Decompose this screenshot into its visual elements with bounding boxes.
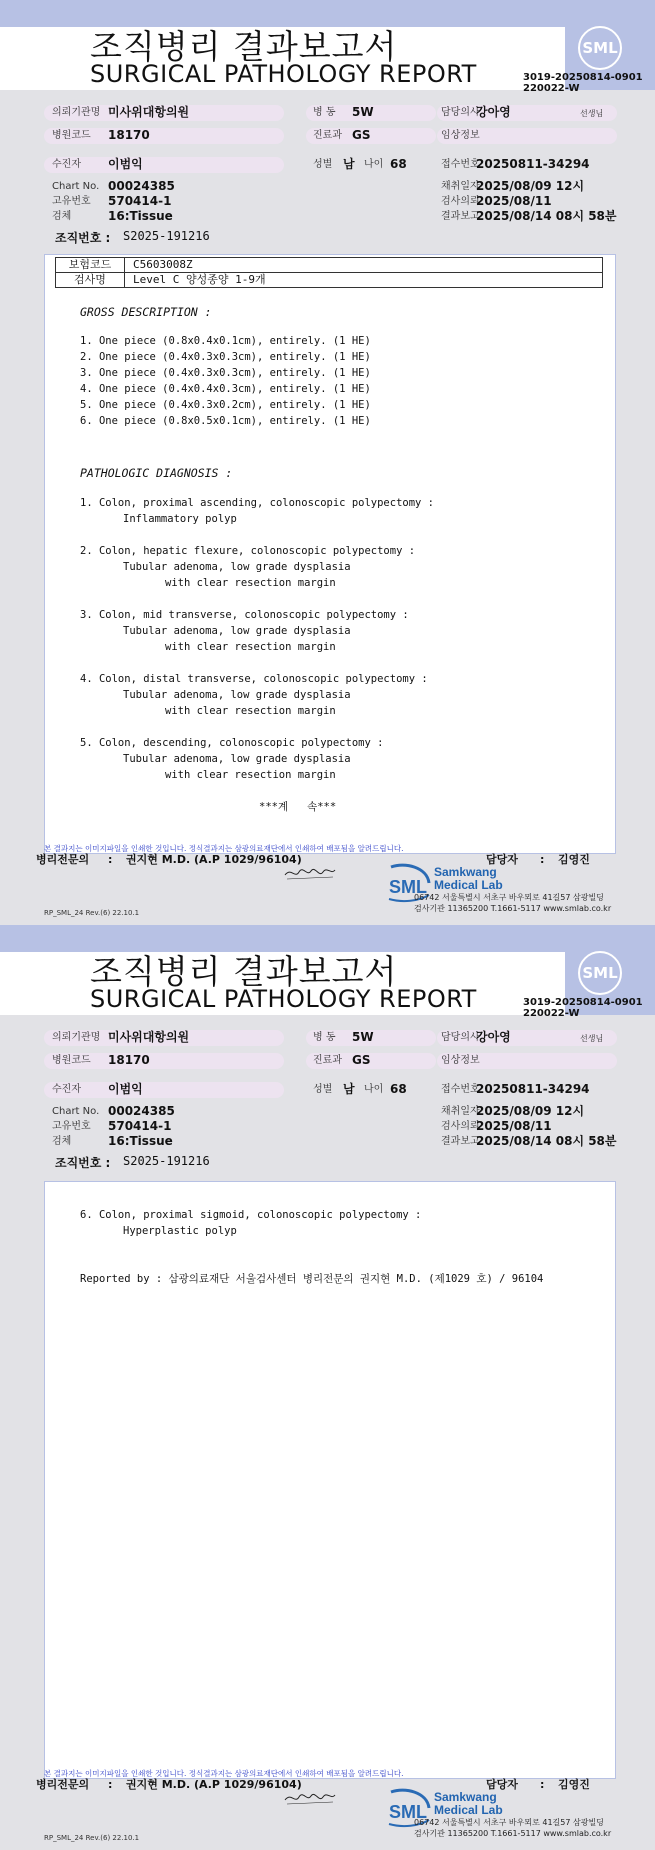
- revision-code: RP_SML_24 Rev.(6) 22.10.1: [44, 909, 140, 917]
- diagnosis-title: 1. Colon, proximal ascending, colonoscopic polypectomy :: [80, 497, 435, 509]
- tissue-number-label: 조직번호 :: [55, 231, 111, 245]
- diagnosis-title: 5. Colon, descending, colonoscopic polypectomy :: [80, 737, 384, 749]
- insurance-code-value: C5603008Z: [125, 258, 603, 273]
- dept-value: GS: [352, 128, 371, 142]
- gross-item: 1. One piece (0.8x0.4x0.1cm), entirely. (1 HE): [80, 335, 371, 347]
- receipt-value: 20250811-34294: [476, 1082, 590, 1096]
- code-table: [55, 257, 603, 288]
- gross-item: 2. One piece (0.4x0.3x0.3cm), entirely. (1 HE): [80, 351, 371, 363]
- doctor-suffix: 선생님: [580, 109, 604, 118]
- requested-value: 2025/08/11: [476, 1119, 552, 1133]
- signature-icon: [283, 863, 337, 883]
- hospital-label: 의뢰기관명: [52, 107, 101, 118]
- age-label: 나이: [364, 159, 384, 170]
- svg-text:SML: SML: [389, 877, 427, 897]
- document-id: 3019-20250814-0901 220022-W: [523, 997, 643, 1019]
- colon-sep: :: [108, 853, 113, 866]
- gross-item: 5. One piece (0.4x0.3x0.2cm), entirely. (1 HE): [80, 399, 371, 411]
- colon-sep: :: [108, 1778, 113, 1791]
- reported-label: 결과보고: [441, 211, 480, 222]
- lab-name: Samkwang Medical Lab: [434, 1790, 503, 1817]
- diagnosis-title: 4. Colon, distal transverse, colonoscopic polypectomy :: [80, 673, 428, 685]
- doctor-value: 강아영: [476, 105, 511, 119]
- collected-value: 2025/08/09 12시: [476, 179, 585, 193]
- diagnosis-margin: with clear resection margin: [165, 705, 336, 717]
- requested-label: 검사의뢰: [441, 1121, 480, 1132]
- doctor-label: 담당의사: [441, 1032, 480, 1043]
- test-name-value: Level C 양성종양 1-9개: [125, 273, 603, 288]
- svg-text:SML: SML: [389, 1802, 427, 1822]
- receipt-label: 접수번호: [441, 159, 480, 170]
- dept-label: 진료과: [313, 1055, 342, 1066]
- chart-label: Chart No.: [52, 1106, 100, 1117]
- sex-value: 남: [343, 157, 355, 171]
- charge-value: 김영진: [558, 1778, 590, 1791]
- unique-label: 고유번호: [52, 1121, 91, 1132]
- diagnosis-heading: PATHOLOGIC DIAGNOSIS :: [80, 466, 233, 480]
- sex-label: 성별: [313, 159, 333, 170]
- charge-colon: :: [540, 1778, 545, 1791]
- hospital-value: 미사위대항의원: [108, 105, 190, 119]
- receipt-value: 20250811-34294: [476, 157, 590, 171]
- notice-text: 본 결과지는 이미지파일을 인쇄한 것입니다. 정식결과지는 삼광의료재단에서 인쇄하여 배포됨을 알려드립니다.: [44, 1769, 404, 1778]
- clinical-label: 임상정보: [441, 130, 480, 141]
- sml-logo-icon: SML: [578, 951, 622, 995]
- insurance-code-label: 보험코드: [56, 258, 125, 273]
- report-page-2: [0, 925, 655, 1850]
- pathologist-value: 권지현 M.D. (A.P 1029/96104): [126, 853, 302, 866]
- charge-value: 김영진: [558, 853, 590, 866]
- diagnosis-margin: with clear resection margin: [165, 641, 336, 653]
- charge-label: 담당자: [486, 853, 518, 866]
- diagnosis-margin: with clear resection margin: [165, 577, 336, 589]
- doctor-value: 강아영: [476, 1030, 511, 1044]
- chart-value: 00024385: [108, 179, 175, 193]
- sex-value: 남: [343, 1082, 355, 1096]
- receipt-label: 접수번호: [441, 1084, 480, 1095]
- age-label: 나이: [364, 1084, 384, 1095]
- pathologist-label: 병리전문의: [36, 1778, 90, 1791]
- title-english: SURGICAL PATHOLOGY REPORT: [90, 985, 477, 1013]
- tissue-number-value: S2025-191216: [123, 229, 210, 243]
- lab-address: 06742 서울특별시 서초구 바우뫼로 41길57 삼광빌딩 검사기관 11365200 T.1661-5117 www.smlab.co.kr: [414, 1818, 612, 1838]
- chart-label: Chart No.: [52, 181, 100, 192]
- ward-label: 병 동: [313, 1032, 336, 1043]
- ward-value: 5W: [352, 105, 374, 119]
- gross-item: 3. One piece (0.4x0.3x0.3cm), entirely. (1 HE): [80, 367, 371, 379]
- gross-item: 4. One piece (0.4x0.4x0.3cm), entirely. (1 HE): [80, 383, 371, 395]
- diagnosis-result: Hyperplastic polyp: [123, 1225, 237, 1237]
- doctor-suffix: 선생님: [580, 1034, 604, 1043]
- requested-label: 검사의뢰: [441, 196, 480, 207]
- reported-value: 2025/08/14 08시 58분: [476, 209, 617, 223]
- title-english: SURGICAL PATHOLOGY REPORT: [90, 60, 477, 88]
- code-label: 병원코드: [52, 130, 91, 141]
- diagnosis-title: 2. Colon, hepatic flexure, colonoscopic polypectomy :: [80, 545, 416, 557]
- specimen-value: 16:Tissue: [108, 1134, 173, 1148]
- charge-label: 담당자: [486, 1778, 518, 1791]
- diagnosis-result: Inflammatory polyp: [123, 513, 237, 525]
- patient-value: 이범익: [108, 157, 143, 171]
- ward-value: 5W: [352, 1030, 374, 1044]
- reported-value: 2025/08/14 08시 58분: [476, 1134, 617, 1148]
- reported-label: 결과보고: [441, 1136, 480, 1147]
- clinical-label: 임상정보: [441, 1055, 480, 1066]
- patient-value: 이범익: [108, 1082, 143, 1096]
- unique-value: 570414-1: [108, 194, 172, 208]
- dept-value: GS: [352, 1053, 371, 1067]
- requested-value: 2025/08/11: [476, 194, 552, 208]
- title-korean: 조직병리 결과보고서: [90, 27, 398, 66]
- collected-label: 채취일자: [441, 181, 480, 192]
- sml-logo-icon: SML: [578, 26, 622, 70]
- code-label: 병원코드: [52, 1055, 91, 1066]
- report-body: [44, 1181, 616, 1779]
- pathologist-label: 병리전문의: [36, 853, 90, 866]
- age-value: 68: [390, 157, 407, 171]
- chart-value: 00024385: [108, 1104, 175, 1118]
- diagnosis-result: Tubular adenoma, low grade dysplasia: [123, 689, 351, 701]
- code-value: 18170: [108, 128, 150, 142]
- code-value: 18170: [108, 1053, 150, 1067]
- gross-item: 6. One piece (0.8x0.5x0.1cm), entirely. (1 HE): [80, 415, 371, 427]
- doctor-label: 담당의사: [441, 107, 480, 118]
- specimen-label: 검체: [52, 1136, 72, 1147]
- document-id: 3019-20250814-0901 220022-W: [523, 72, 643, 94]
- diagnosis-result: Tubular adenoma, low grade dysplasia: [123, 561, 351, 573]
- specimen-value: 16:Tissue: [108, 209, 173, 223]
- signature-icon: [283, 1788, 337, 1808]
- notice-text: 본 결과지는 이미지파일을 인쇄한 것입니다. 정식결과지는 삼광의료재단에서 인쇄하여 배포됨을 알려드립니다.: [44, 844, 404, 853]
- sex-label: 성별: [313, 1084, 333, 1095]
- unique-value: 570414-1: [108, 1119, 172, 1133]
- patient-label: 수진자: [52, 1084, 81, 1095]
- hospital-value: 미사위대항의원: [108, 1030, 190, 1044]
- lab-name: Samkwang Medical Lab: [434, 865, 503, 892]
- diagnosis-title: 3. Colon, mid transverse, colonoscopic polypectomy :: [80, 609, 409, 621]
- revision-code: RP_SML_24 Rev.(6) 22.10.1: [44, 1834, 140, 1842]
- charge-colon: :: [540, 853, 545, 866]
- patient-label: 수진자: [52, 159, 81, 170]
- test-name-label: 검사명: [56, 273, 125, 288]
- collected-label: 채취일자: [441, 1106, 480, 1117]
- diagnosis-margin: with clear resection margin: [165, 769, 336, 781]
- tissue-number-value: S2025-191216: [123, 1154, 210, 1168]
- code-table-row: [56, 258, 603, 273]
- code-table-row: [56, 273, 603, 288]
- collected-value: 2025/08/09 12시: [476, 1104, 585, 1118]
- dept-label: 진료과: [313, 130, 342, 141]
- diagnosis-result: Tubular adenoma, low grade dysplasia: [123, 753, 351, 765]
- continued-marker: ***계 속***: [259, 801, 337, 813]
- age-value: 68: [390, 1082, 407, 1096]
- diagnosis-result: Tubular adenoma, low grade dysplasia: [123, 625, 351, 637]
- title-korean: 조직병리 결과보고서: [90, 952, 398, 991]
- ward-label: 병 동: [313, 107, 336, 118]
- specimen-label: 검체: [52, 211, 72, 222]
- reported-by: Reported by : 삼광의료재단 서울검사센터 병리전문의 권지현 M.D. (제1029 호) / 96104: [80, 1273, 544, 1285]
- report-body: [44, 254, 616, 854]
- gross-heading: GROSS DESCRIPTION :: [80, 305, 212, 319]
- diagnosis-title: 6. Colon, proximal sigmoid, colonoscopic polypectomy :: [80, 1209, 422, 1221]
- unique-label: 고유번호: [52, 196, 91, 207]
- tissue-number-label: 조직번호 :: [55, 1156, 111, 1170]
- hospital-label: 의뢰기관명: [52, 1032, 101, 1043]
- lab-address: 06742 서울특별시 서초구 바우뫼로 41길57 삼광빌딩 검사기관 11365200 T.1661-5117 www.smlab.co.kr: [414, 893, 612, 913]
- pathologist-value: 권지현 M.D. (A.P 1029/96104): [126, 1778, 302, 1791]
